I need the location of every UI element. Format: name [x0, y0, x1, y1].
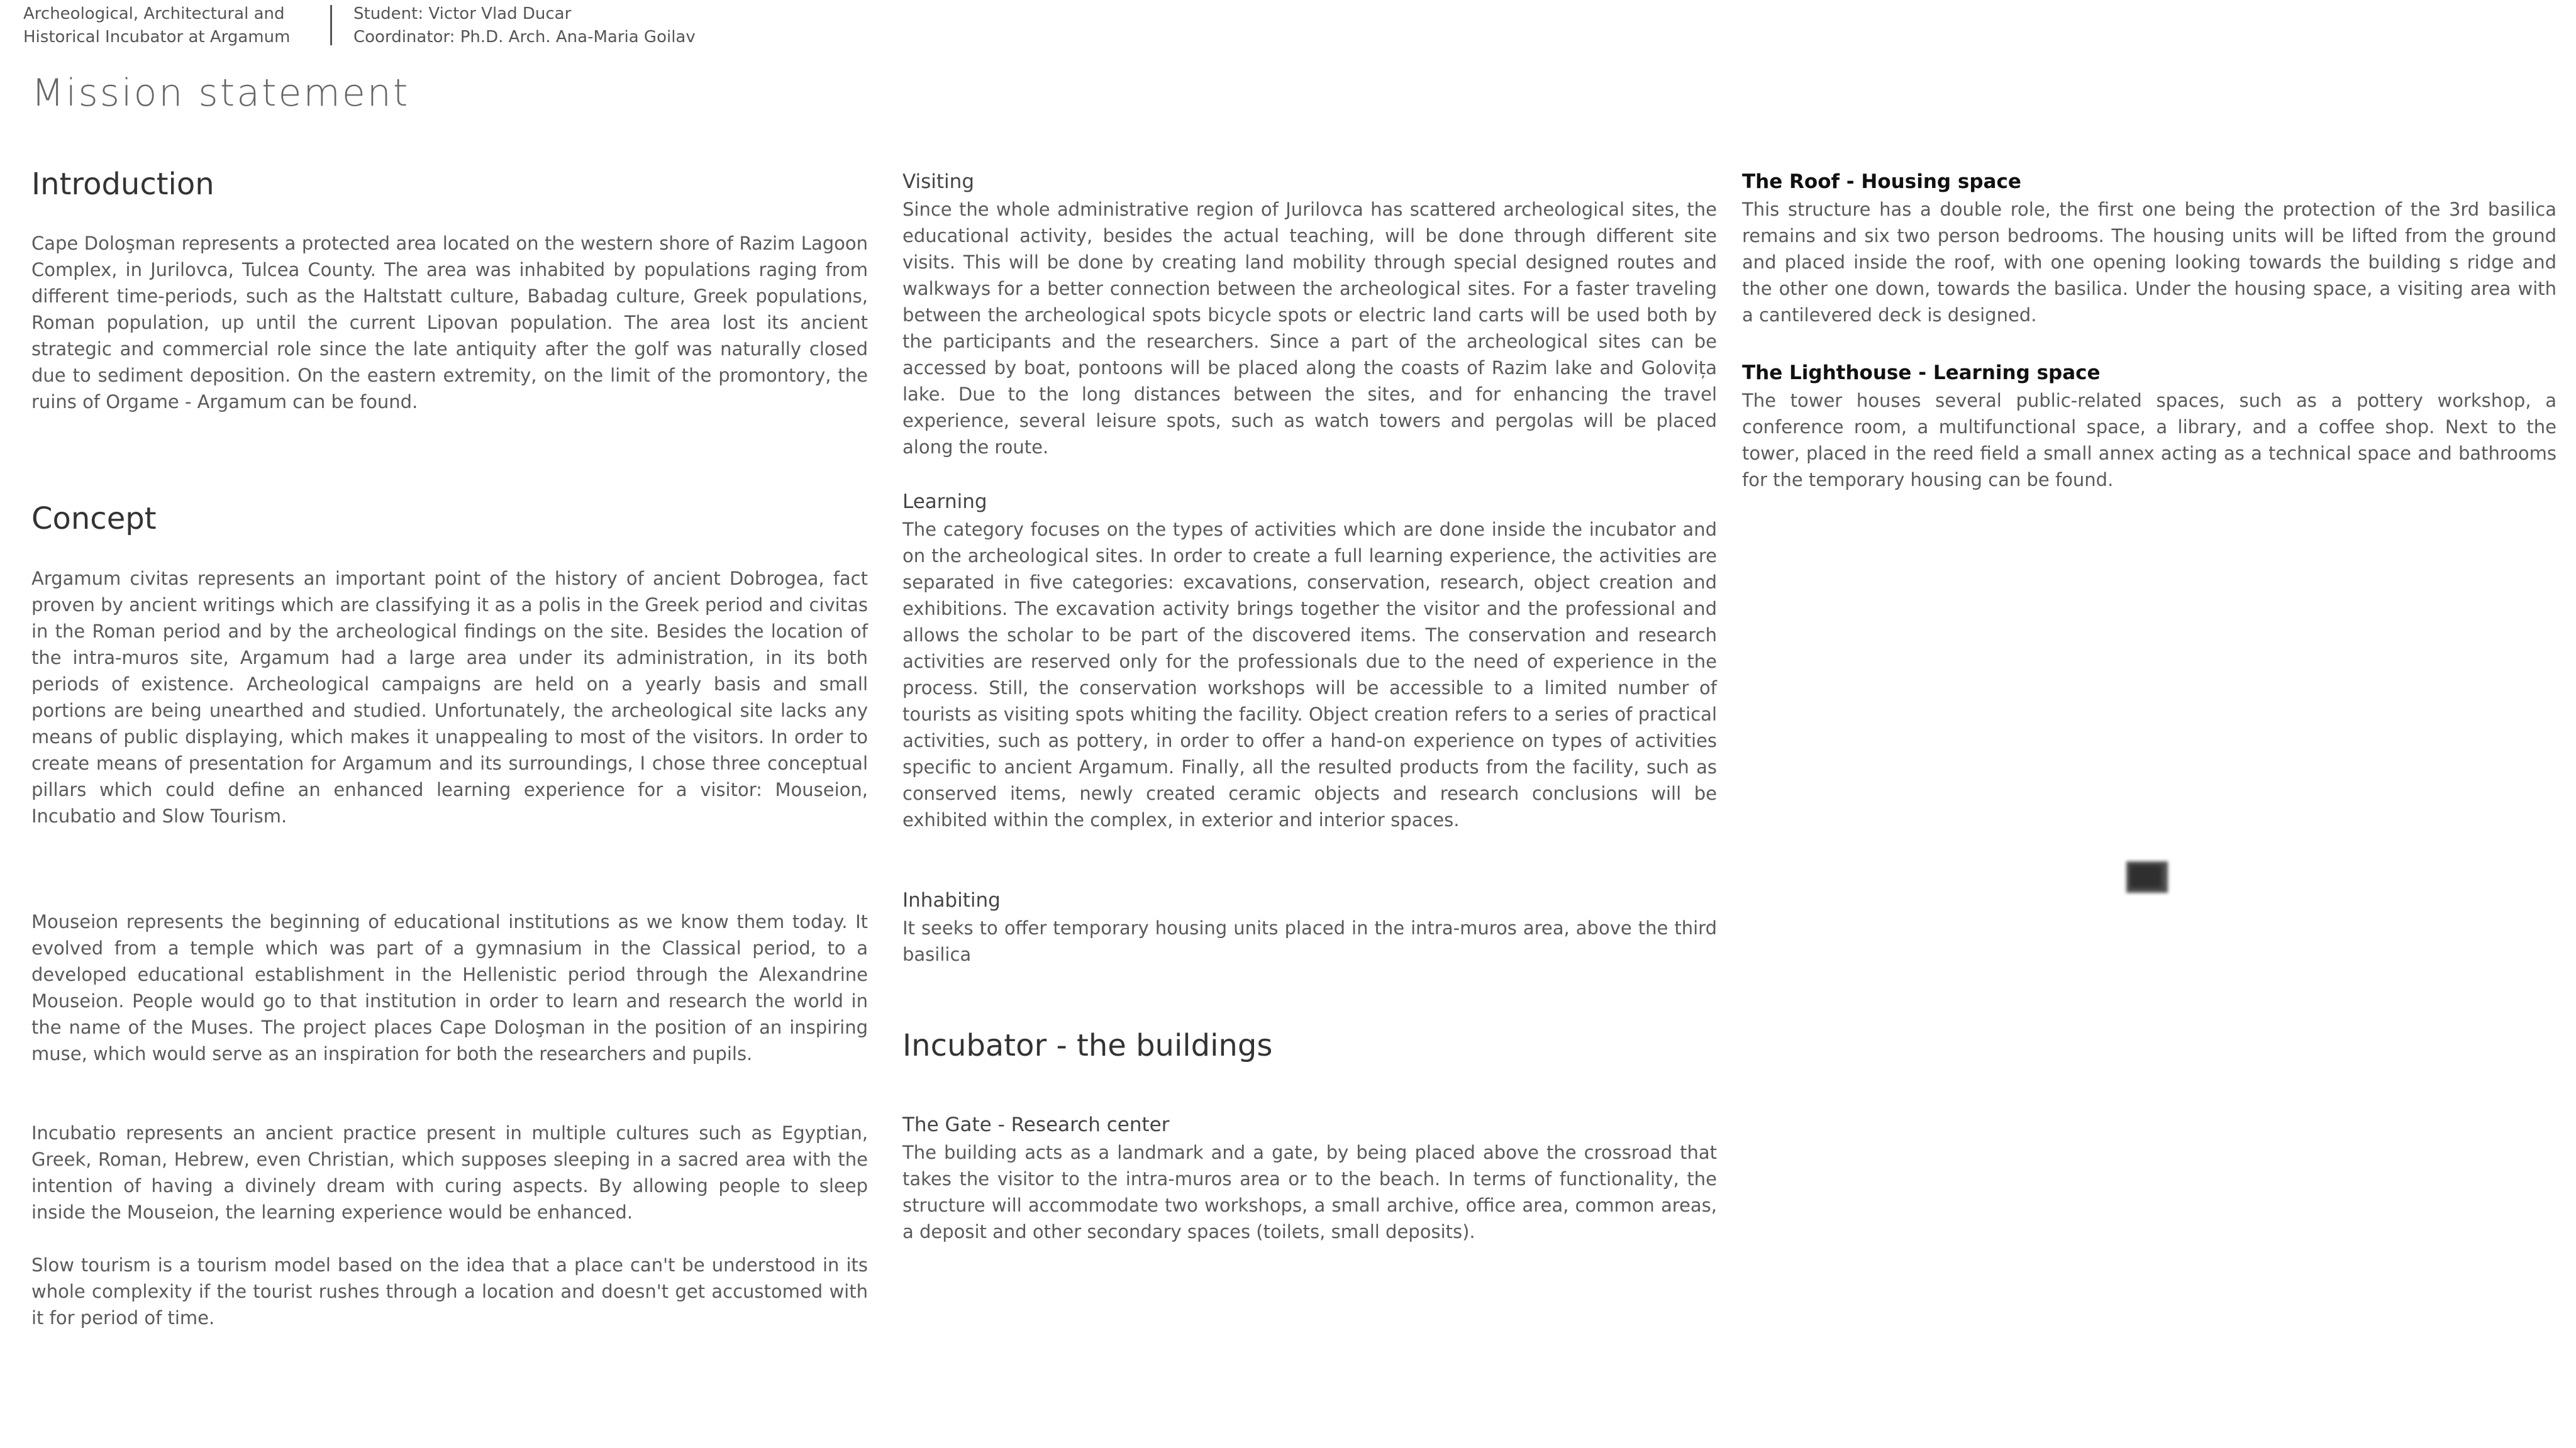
page-title: Mission statement: [31, 71, 410, 115]
concept-paragraph-1: Argamum civitas represents an important point of the history of ancient Dobrogea, fact proven by ancient writings which are classifying it as a polis in the Greek period and civitas in the Roman period and by the archeological findings on the site. Besides the location of the intra-muros site, Argamum had a large area under its administration, in its both periods of existence. Archeological campaigns are held on a yearly basis and small portions are being unearthed and studied. Unfortunately, the archeological site lacks any means of public displaying, which makes it unappealing to most of the visitors. In order to create means of presentation for Argamum and its surroundings, I chose three conceptual pillars which could define an enhanced learning experience for a visitor: Mouseion, Incubatio and Slow Tourism.: [31, 568, 868, 827]
header-divider: [330, 5, 332, 45]
introduction-text: Cape Doloşman represents a protected area located on the western shore of Razim Lagoon Complex, in Jurilovca, Tulcea County. The area was inhabited by populations raging from different time-periods, such as the Haltstatt culture, Babadag culture, Greek populations, Roman population, up until the current Lipovan population. The area lost its ancient strategic and commercial role since the late antiquity after the golf was naturally closed due to sediment deposition. On the eastern extremity, on the limit of the promontory, the ruins of Orgame - Argamum can be found.: [31, 233, 868, 412]
roof-heading: The Roof - Housing space: [1742, 170, 2021, 193]
incubator-heading: Incubator - the buildings: [902, 1028, 1273, 1063]
ink-smudge: [2123, 856, 2172, 898]
project-title-line-2: Historical Incubator at Argamum: [23, 28, 291, 47]
roof-text: This structure has a double role, the first one being the protection of the 3rd basilica remains and six two person bedrooms. The housing units will be lifted from the ground and placed inside the roof, with one opening looking towards the building s ridge and the other one down, towards the basilica. Under the housing space, a visiting area with a cantilevered deck is designed.: [1742, 199, 2557, 326]
project-title-line-1: Archeological, Architectural and: [23, 4, 285, 23]
concept-paragraph-slow-tourism: Slow tourism is a tourism model based on the idea that a place can't be understood in its whole complexity if the tourist rushes through a location and doesn't get accustomed with it for period of time.: [31, 1254, 868, 1329]
student-name: Student: Victor Vlad Ducar: [353, 4, 572, 23]
gate-heading: The Gate - Research center: [902, 1114, 1170, 1136]
concept-paragraph-mouseion: Mouseion represents the beginning of educational institutions as we know them today. It evolved from a temple which was part of a gymnasium in the Classical period, to a developed educational establishment in the Hellenistic period through the Alexandrine Mouseion. People would go to that institution in order to learn and research the world in the name of the Muses. The project places Cape Doloşman in the position of an inspiring muse, which would serve as an inspiration for both the researchers and pupils.: [31, 911, 868, 1064]
lighthouse-text: The tower houses several public-related spaces, such as a pottery workshop, a conference room, a multifunctional space, a library, and a coffee shop. Next to the tower, placed in the reed field a small annex acting as a technical space and bathrooms for the temporary housing can be found.: [1742, 390, 2557, 490]
visiting-text: Since the whole administrative region of Jurilovca has scattered archeological sites, the educational activity, besides the actual teaching, will be done through different site visits. This will be done by creating land mobility through special designed routes and walkways for a better connection between the archeological sites. For a faster traveling between the archeological spots bicycle spots or electric land carts will be used both by the participants and the researchers. Since a part of the archeological sites can be accessed by boat, pontoons will be placed along the coasts of Razim lake and Golovița lake. Due to the long distances between the sites, and for enhancing the travel experience, several leisure spots, such as watch towers and pergolas will be placed along the route.: [902, 199, 1717, 458]
learning-text: The category focuses on the types of activities which are done inside the incubator and on the archeological sites. In order to create a full learning experience, the activities are separated in five categories: excavations, conservation, research, object creation and exhibitions. The excavation activity brings together the visitor and the professional and allows the scholar to be part of the discovered items. The conservation and research activities are reserved only for the professionals due to the need of experience in the process. Still, the conservation workshops will be accessible to a limited number of tourists as visiting spots whiting the facility. Object creation refers to a series of practical activities, such as pottery, in order to offer a hand-on experience on types of activities specific to ancient Argamum. Finally, all the resulted products from the facility, such as conserved items, newly created ceramic objects and research conclusions will be exhibited within the complex, in exterior and interior spaces.: [902, 519, 1717, 831]
learning-heading: Learning: [902, 490, 987, 513]
inhabiting-text: It seeks to offer temporary housing units placed in the intra-muros area, above the third basilica: [902, 917, 1717, 965]
concept-paragraph-incubatio: Incubatio represents an ancient practice present in multiple cultures such as Egyptian, Greek, Roman, Hebrew, even Christian, which supposes sleeping in a sacred area with the intention of having a divinely dream with curing aspects. By allowing people to sleep inside the Mouseion, the learning experience would be enhanced.: [31, 1122, 868, 1223]
visiting-heading: Visiting: [902, 170, 974, 193]
inhabiting-heading: Inhabiting: [902, 889, 1001, 912]
project-title-block: [23, 3, 290, 49]
introduction-heading: Introduction: [31, 167, 214, 202]
concept-heading: Concept: [31, 501, 157, 536]
coordinator-name: Coordinator: Ph.D. Arch. Ana-Maria Goilav: [353, 28, 696, 47]
credits-block: [353, 3, 696, 49]
lighthouse-heading: The Lighthouse - Learning space: [1742, 362, 2101, 384]
gate-text: The building acts as a landmark and a gate, by being placed above the crossroad that takes the visitor to the intra-muros area or to the beach. In terms of functionality, the structure will accommodate two workshops, a small archive, office area, common areas, a deposit and other secondary spaces (toilets, small deposits).: [902, 1142, 1717, 1242]
